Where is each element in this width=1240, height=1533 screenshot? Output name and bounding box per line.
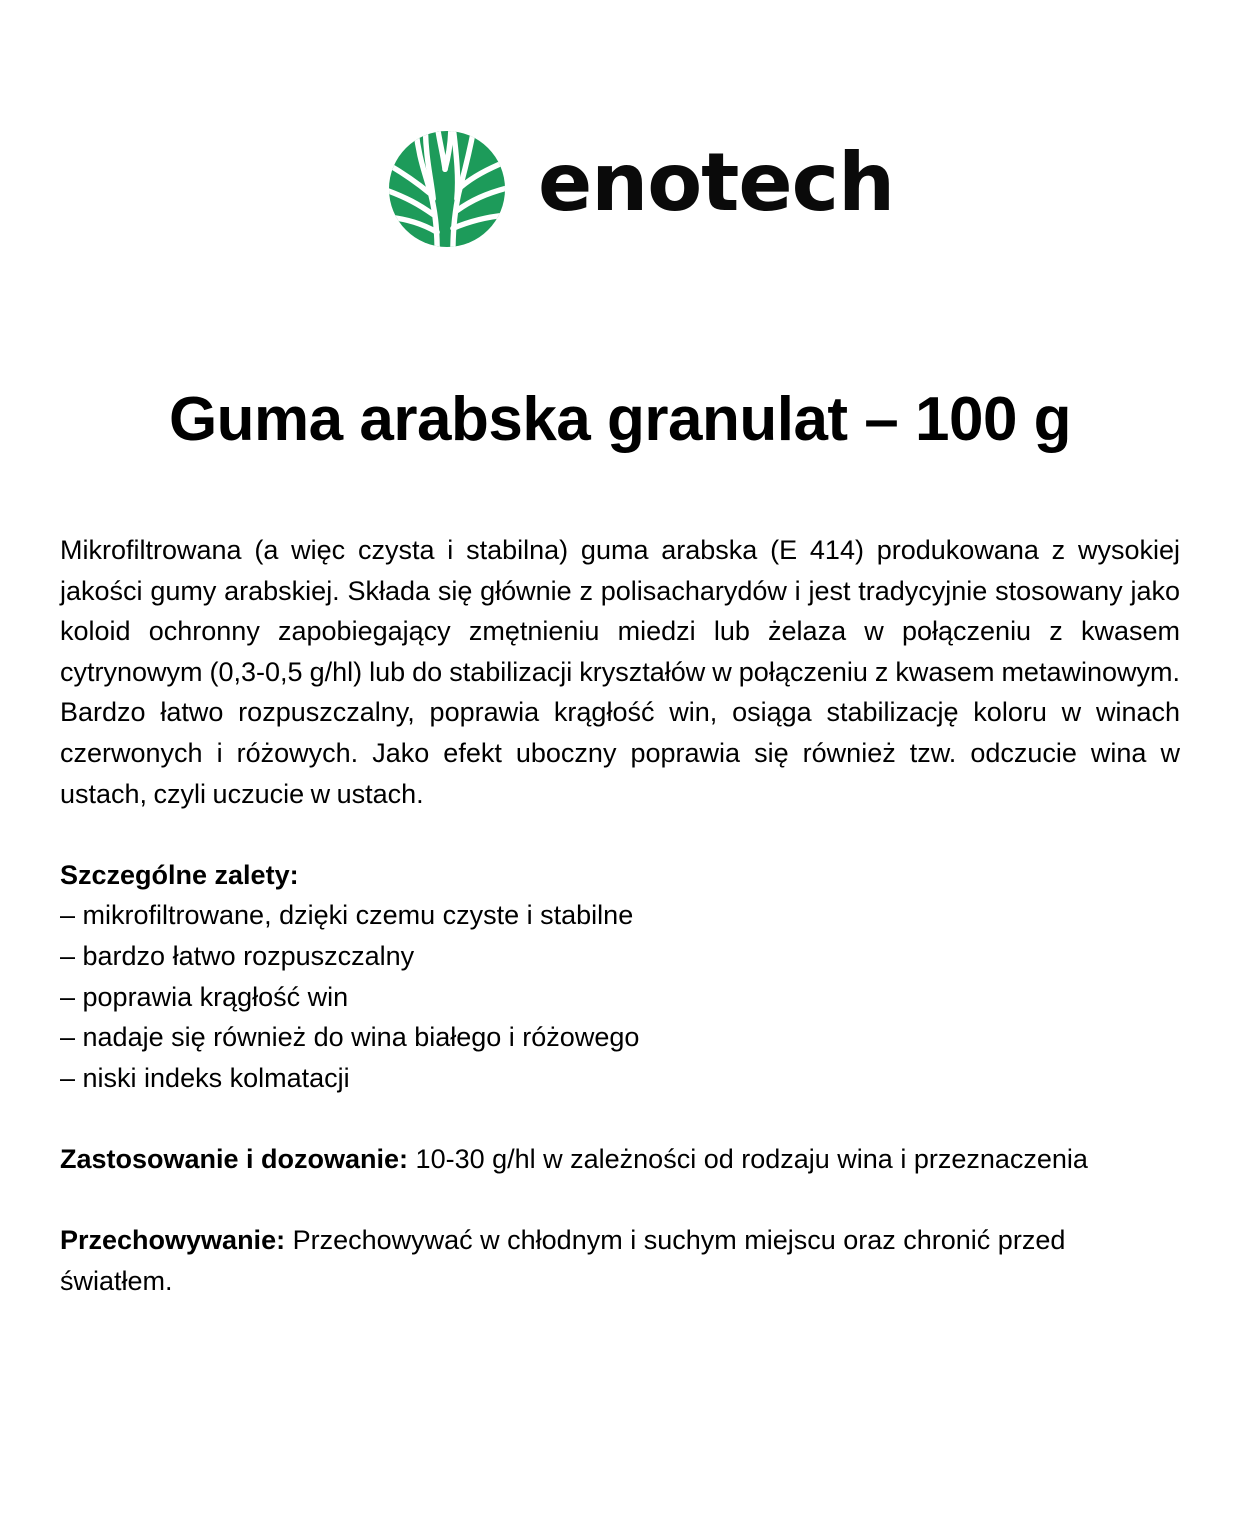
usage-text: 10-30 g/hl w zależności od rodzaju wina i przeznaczenia [408,1143,1088,1174]
brand-logo [388,130,894,248]
spacer [60,1180,1180,1221]
advantage-item: – bardzo łatwo rozpuszczalny [60,940,415,971]
usage-section [60,1139,1180,1180]
spacer [60,1098,1180,1139]
product-content [60,530,1180,1301]
advantage-item: – poprawia krągłość win [60,981,349,1012]
product-title: Guma arabska granulat – 100 g [168,385,1072,454]
storage-label: Przechowywanie: [60,1225,286,1256]
storage-section [60,1220,1180,1301]
brand-name: enotech [538,136,895,229]
product-description: Mikrofiltrowana (a więc czysta i stabilna) guma arabska (E 414) produkowana z wysokiej jakości gumy arabskiej. Składa się głównie z polisacharydów i jest tradycyjnie stosowany jako koloid ochronny zapobiegający zmętnieniu miedzi lub żelaza w połączeniu z kwasem cytrynowym (0,3-0,5 g/hl) lub do stabilizacji kryształów w połączeniu z kwasem metawinowym. Bardzo łatwo rozpuszczalny, poprawia krągłość win, osiąga stabilizację koloru w winach czerwonych i różowych. Jako efekt uboczny poprawia się również tzw. odczucie wina w ustach, czyli uczucie w ustach. [60,535,1180,809]
advantages-heading: Szczególne zalety: [60,859,299,890]
advantage-item: – nadaje się również do wina białego i różowego [60,1022,640,1053]
storage-text: Przechowywać w chłodnym i suchym miejscu oraz chronić przed światłem. [60,1225,1066,1296]
advantages-list [60,895,1180,1098]
advantage-item: – mikrofiltrowane, dzięki czemu czyste i stabilne [60,900,634,931]
spacer [60,814,1180,855]
tree-circle-icon [388,130,506,248]
usage-label: Zastosowanie i dozowanie: [60,1143,409,1174]
advantage-item: – niski indeks kolmatacji [60,1062,350,1093]
